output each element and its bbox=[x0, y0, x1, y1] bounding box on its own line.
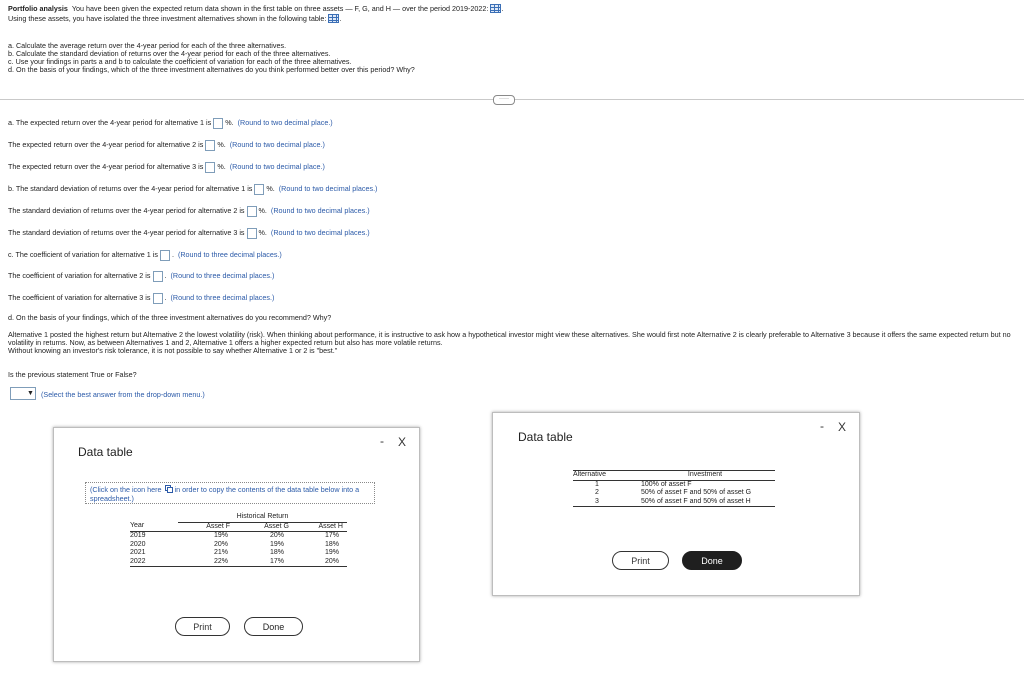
task-list bbox=[8, 42, 415, 74]
question-hint: (Round to two decimal places.) bbox=[270, 206, 370, 215]
close-icon[interactable]: X bbox=[838, 420, 847, 434]
paragraph-2: Without knowing an investor's risk tolerance, it is not possible to say whether Alternative 1 or 2 is "best." bbox=[8, 346, 338, 355]
question-hint: (Round to two decimal place.) bbox=[229, 140, 325, 149]
table-icon[interactable] bbox=[328, 14, 339, 23]
question-label: The expected return over the 4-year period for alternative 2 is bbox=[8, 140, 204, 149]
question-b2: The standard deviation of returns over the 4-year period for alternative 2 is %. (Round to two decimal places.) bbox=[8, 206, 370, 215]
question-c1: c. The coefficient of variation for alternative 1 is . (Round to three decimal places.) bbox=[8, 250, 282, 259]
expand-button[interactable]: ····· bbox=[493, 95, 515, 105]
task-b: b. Calculate the standard deviation of returns over the 4-year period for each of the three alternatives. bbox=[8, 49, 331, 58]
table-row: 2021 21% 18% 19% bbox=[130, 549, 339, 556]
question-a2: The expected return over the 4-year period for alternative 2 is %. (Round to two decimal place.) bbox=[8, 140, 325, 149]
question-label: a. The expected return over the 4-year period for alternative 1 is bbox=[8, 118, 212, 127]
close-icon[interactable]: X bbox=[398, 435, 407, 449]
answer-input[interactable] bbox=[160, 250, 170, 261]
copy-icon[interactable] bbox=[164, 485, 173, 493]
table-row: 1 100% of asset F bbox=[595, 480, 692, 488]
column-header: Investment bbox=[635, 471, 775, 481]
question-label: The standard deviation of returns over the 4-year period for alternative 2 is bbox=[8, 206, 245, 215]
print-button[interactable]: Print bbox=[175, 617, 230, 636]
print-button[interactable]: Print bbox=[612, 551, 669, 570]
table-row: 3 50% of asset F and 50% of asset H bbox=[573, 498, 775, 507]
question-hint: (Round to three decimal places.) bbox=[177, 250, 282, 259]
column-header: Asset F bbox=[178, 522, 236, 532]
answer-input[interactable] bbox=[205, 140, 215, 151]
table-row: 2 50% of asset F and 50% of asset G bbox=[595, 489, 752, 496]
question-hint: (Round to two decimal places.) bbox=[270, 228, 370, 237]
answer-input[interactable] bbox=[247, 206, 257, 217]
table-icon[interactable] bbox=[490, 4, 501, 13]
intro-line-1: You have been given the expected return data shown in the first table on three assets — F, G, and H — over the period 2019-2022: bbox=[71, 4, 489, 13]
done-button[interactable]: Done bbox=[682, 551, 742, 570]
part-d-paragraph bbox=[8, 331, 1018, 355]
table-header-row bbox=[573, 471, 775, 481]
answer-input[interactable] bbox=[153, 293, 163, 304]
question-hint: (Round to two decimal place.) bbox=[237, 118, 333, 127]
column-header: Asset G bbox=[236, 522, 293, 532]
question-hint: (Round to three decimal places.) bbox=[170, 271, 275, 280]
question-a1: a. The expected return over the 4-year period for alternative 1 is %. (Round to two decimal place.) bbox=[8, 118, 333, 127]
question-label: The coefficient of variation for alternative 3 is bbox=[8, 293, 151, 302]
column-header: Alternative bbox=[573, 471, 635, 481]
question-label: The expected return over the 4-year period for alternative 3 is bbox=[8, 162, 204, 171]
question-c2: The coefficient of variation for alternative 2 is . (Round to three decimal places.) bbox=[8, 271, 275, 280]
modal-title: Data table bbox=[78, 445, 133, 459]
answer-input[interactable] bbox=[254, 184, 264, 195]
table-row: 2022 22% 17% 20% bbox=[130, 558, 347, 567]
chevron-down-icon: ▼ bbox=[27, 390, 34, 397]
question-c3: The coefficient of variation for alternative 3 is . (Round to three decimal places.) bbox=[8, 293, 275, 302]
task-c: c. Use your findings in parts a and b to calculate the coefficient of variation for each of the three alternatives. bbox=[8, 57, 352, 66]
question-hint: (Round to two decimal place.) bbox=[229, 162, 325, 171]
table-row: 2019 19% 20% 17% bbox=[130, 532, 339, 539]
problem-intro: Portfolio analysis You have been given the expected return data shown in the first table on three assets — F, G, and H — over the period 2019-2022: . Using these assets, you have isolated the three investment alternatives shown in the following table: . bbox=[8, 4, 504, 23]
problem-title: Portfolio analysis bbox=[8, 4, 68, 13]
true-false-prompt: Is the previous statement True or False? bbox=[8, 370, 137, 379]
alternatives-table bbox=[573, 470, 775, 507]
task-a: a. Calculate the average return over the 4-year period for each of the three alternatives. bbox=[8, 41, 287, 50]
answer-input[interactable] bbox=[153, 271, 163, 282]
task-d: d. On the basis of your findings, which of the three investment alternatives do you think performed better over this period? Why? bbox=[8, 65, 415, 74]
answer-dropdown[interactable] bbox=[10, 387, 36, 400]
minimize-icon[interactable]: - bbox=[820, 419, 824, 433]
question-b1: b. The standard deviation of returns over the 4-year period for alternative 1 is %. (Round to two decimal places.) bbox=[8, 184, 378, 193]
paragraph-1: Alternative 1 posted the highest return but Alternative 2 the lowest volatility (risk). When thinking about performance, it is instructive to ask how a hypothetical investor might view these alternatives. She would first note Alternative 2 is clearly preferable to Alternative 3 because it offers the same expected return but no volatility in returns. Now, as between Alternatives 1 and 2, Alternative 1 offers a higher expected return but also has more volatile returns. bbox=[8, 330, 1011, 347]
column-header: Year bbox=[130, 522, 178, 532]
question-b3: The standard deviation of returns over the 4-year period for alternative 3 is %. (Round to two decimal places.) bbox=[8, 228, 370, 237]
question-a3: The expected return over the 4-year period for alternative 3 is %. (Round to two decimal place.) bbox=[8, 162, 325, 171]
minimize-icon[interactable]: - bbox=[380, 434, 384, 448]
done-button[interactable]: Done bbox=[244, 617, 303, 636]
question-label: c. The coefficient of variation for alternative 1 is bbox=[8, 250, 158, 259]
data-table-modal-alternatives bbox=[492, 412, 860, 596]
historical-return-table bbox=[130, 513, 347, 567]
modal-title: Data table bbox=[518, 430, 573, 444]
dropdown-hint: (Select the best answer from the drop-down menu.) bbox=[41, 390, 205, 399]
question-label: The standard deviation of returns over the 4-year period for alternative 3 is bbox=[8, 228, 245, 237]
question-d: d. On the basis of your findings, which of the three investment alternatives do you recommend? Why? bbox=[8, 313, 332, 322]
question-hint: (Round to three decimal places.) bbox=[170, 293, 275, 302]
table-header-row bbox=[130, 522, 347, 532]
data-table-modal-assets bbox=[53, 427, 420, 662]
answer-input[interactable] bbox=[247, 228, 257, 239]
answer-input[interactable] bbox=[205, 162, 215, 173]
question-hint: (Round to two decimal places.) bbox=[278, 184, 378, 193]
table-row: 2020 20% 19% 18% bbox=[130, 540, 339, 548]
question-label: The coefficient of variation for alternative 2 is bbox=[8, 271, 151, 280]
answer-input[interactable] bbox=[213, 118, 223, 129]
column-header: Asset H bbox=[293, 522, 347, 532]
copy-note: (Click on the icon here in order to copy the contents of the data table below into a spreadsheet.) bbox=[85, 482, 375, 504]
question-label: b. The standard deviation of returns over the 4-year period for alternative 1 is bbox=[8, 184, 253, 193]
group-header: Historical Return bbox=[178, 513, 347, 522]
intro-line-2: Using these assets, you have isolated the three investment alternatives shown in the following table: bbox=[8, 14, 327, 23]
